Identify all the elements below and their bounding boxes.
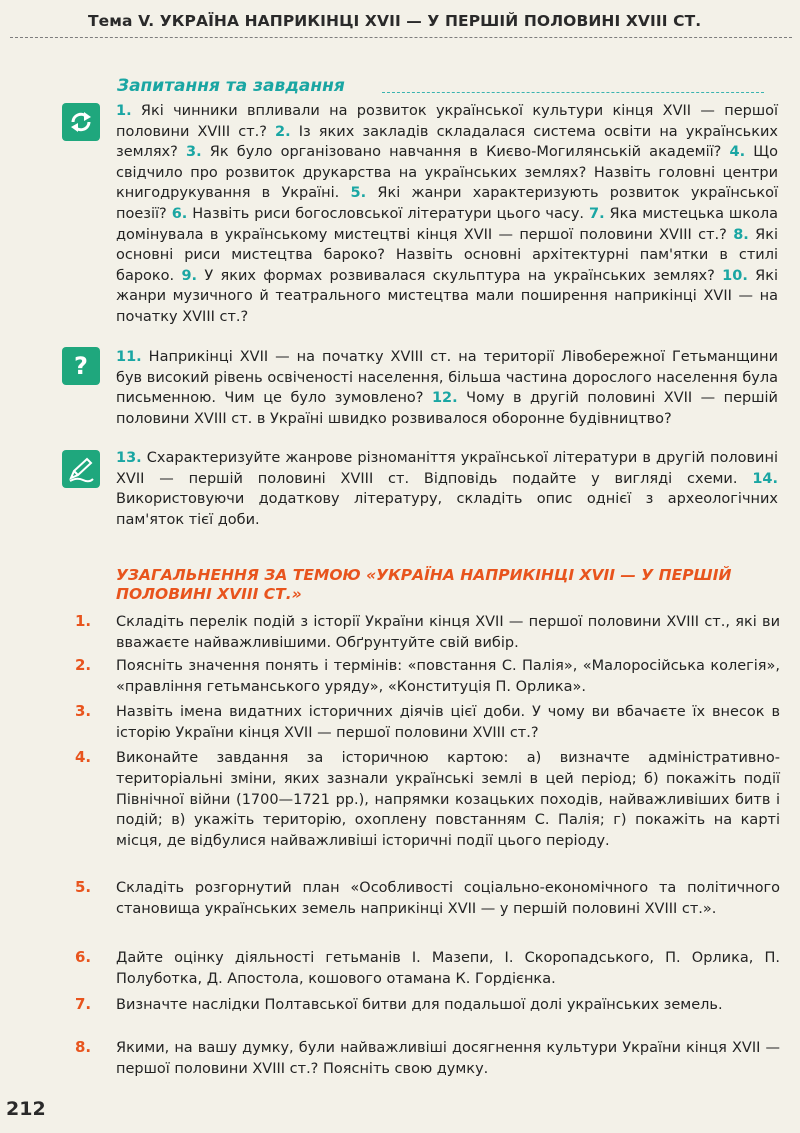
- question-text: Як було організовано навчання в Києво-Могилянській академії?: [201, 144, 730, 161]
- question-text: Використовуючи додаткову літературу, складіть опис однієї з археологічних пам'яток тієї доби.: [116, 491, 778, 528]
- question-text: Схарактеризуйте жанрове різноманіття української літератури в другій половині XVII — першій половині XVIII ст. Відповідь подайте у вигляді схеми.: [116, 450, 778, 487]
- list-item-text: Назвіть імена видатних історичних діячів цієї доби. У чому ви вбачаєте їх внесок в історію України кінця XVII — першої половини XVIII ст.?: [116, 704, 780, 741]
- question-number: 5.: [350, 185, 367, 202]
- list-item-text: Складіть розгорнутий план «Особливості соціально-економічного та політичного становища українських земель наприкінці XVII — у першій половині XVIII ст.».: [116, 880, 780, 917]
- question-text: Що свідчило про розвиток друкарства на українських землях? Назвіть головні центри книгодрукування в Україні.: [116, 144, 778, 202]
- question-text: Чому в другій половині XVII — першій половини XVIII ст. в Україні швидко розвивалося оборонне будівництво?: [116, 390, 778, 427]
- list-item-number: 1.: [75, 612, 92, 630]
- list-item-number: 6.: [75, 948, 92, 966]
- question-number: 8.: [733, 226, 749, 243]
- list-item-number: 8.: [75, 1038, 92, 1056]
- list-item-number: 5.: [75, 878, 92, 896]
- question-text: Із яких закладів складалася система освіти на українських землях?: [116, 123, 778, 161]
- question-number: 1.: [116, 103, 132, 119]
- questions-group-creative: [116, 448, 778, 530]
- questions-section-title: Запитання та завдання: [117, 76, 345, 96]
- question-text: Яка мистецька школа домінувала в українському мистецтві кінця XVII — першої половини XVIII ст.?: [116, 205, 778, 243]
- list-item-text: Виконайте завдання за історичною картою: а) визначте адміністративно-територіальні зміни, яких зазнали українські землі в цей період; б) покажіть події Північної війни (1700—1721 рр.), напрямки козацьких походів, найважливіших битв і подій; в) укажіть територію, охоплену повстанням С. Палія; г) покажіть на карті місця, де відбулися найважливіші історичні події цього періоду.: [116, 750, 780, 850]
- list-item-text: Дайте оцінку діяльності гетьманів І. Мазепи, І. Скоропадського, П. Орлика, П. Полуботка, Д. Апостола, кошового отамана К. Гордієнка.: [116, 950, 780, 987]
- question-number: 3.: [186, 144, 202, 161]
- question-number: 2.: [275, 123, 291, 140]
- question-number: 14.: [752, 470, 778, 487]
- list-item-text: Якими, на вашу думку, були найважливіші досягнення культури України кінця XVII — першої половини XVIII ст.? Поясніть свою думку.: [116, 1040, 780, 1077]
- list-item-text: Поясніть значення понять і термінів: «повстання С. Палія», «Малоросійська колегія», «правління гетьманського уряду», «Конституція П. Орлика».: [116, 658, 780, 695]
- list-item-number: 7.: [75, 995, 92, 1013]
- questions-group-review: [116, 101, 778, 328]
- page-header: [0, 0, 800, 40]
- list-item-text: Складіть перелік подій з історії України кінця XVII — першої половини XVIII ст., які ви вважаєте найважливішими. Обґрунтуйте свій вибір.: [116, 614, 780, 651]
- question-text: У яких формах розвивалася скульптура на українських землях?: [197, 267, 723, 284]
- list-item-number: 2.: [75, 656, 92, 674]
- question-text: Які жанри характеризують розвиток української поезії?: [116, 185, 778, 222]
- question-number: 4.: [729, 144, 746, 161]
- question-text: Назвіть риси богословської літератури цього часу.: [187, 205, 589, 222]
- question-text: Які основні риси мистецтва бароко? Назвіть основні архітектурні пам'ятки в стилі бароко.: [116, 226, 778, 284]
- question-number: 6.: [171, 205, 188, 222]
- question-text: Наприкінці XVII — на початку XVIII ст. на території Лівобережної Гетьманщини був високий рівень освіченості населення, більша частина дорослого населення була письменною. Чим це було зумовлено?: [116, 349, 778, 407]
- question-number: 11.: [116, 349, 142, 365]
- list-item-text: Визначте наслідки Полтавської битви для подальшої долі українських земель.: [116, 997, 723, 1013]
- question-text: Які жанри музичного й театрального мистецтва мали поширення наприкінці XVII — на початку XVIII ст.?: [116, 267, 778, 325]
- header-title: Тема V. УКРАЇНА НАПРИКІНЦІ XVII — У ПЕРШІЙ ПОЛОВИНІ XVIII СТ.: [88, 12, 702, 30]
- header-divider: [10, 37, 792, 38]
- question-number: 9.: [181, 267, 198, 284]
- list-item-number: 4.: [75, 748, 92, 766]
- generalization-title: УЗАГАЛЬНЕННЯ ЗА ТЕМОЮ «УКРАЇНА НАПРИКІНЦІ XVII — У ПЕРШІЙ ПОЛОВИНІ XVIII СТ.»: [116, 566, 732, 603]
- repeat-icon: [62, 103, 100, 141]
- question-number: 7.: [588, 205, 605, 222]
- list-item-number: 3.: [75, 702, 92, 720]
- question-text: Які чинники впливали на розвиток української культури кінця XVII — першої половини XVIII ст.?: [116, 103, 778, 140]
- question-number: 10.: [722, 267, 748, 284]
- question-icon: ?: [62, 347, 100, 385]
- page-number: 212: [6, 1098, 46, 1120]
- question-number: 13.: [116, 450, 142, 466]
- section-title-divider: [382, 92, 764, 93]
- questions-group-thinking: [116, 347, 778, 429]
- question-number: 12.: [431, 390, 458, 407]
- pencil-icon: [62, 450, 100, 488]
